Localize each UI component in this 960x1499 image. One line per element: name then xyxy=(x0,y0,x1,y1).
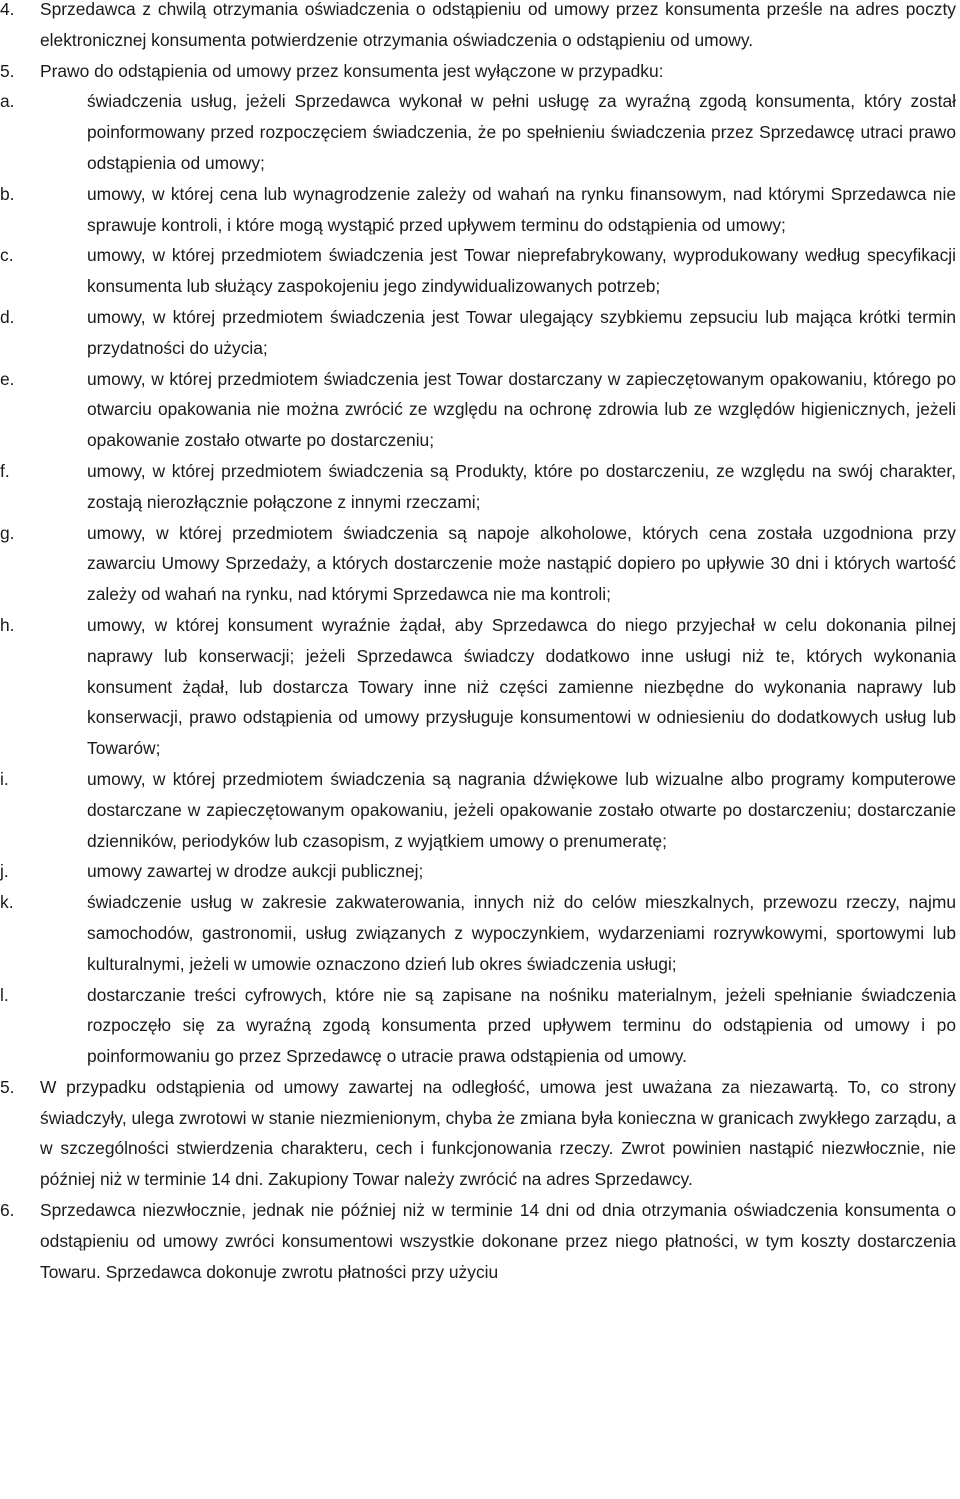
numbered-item-6 xyxy=(0,1195,956,1287)
list-item xyxy=(0,179,956,241)
list-item-text: umowy zawartej w drodze aukcji publicznej; xyxy=(87,861,424,882)
list-item xyxy=(0,518,956,610)
list-item-letter: l. xyxy=(0,984,9,1005)
list-item-letter: g. xyxy=(0,522,15,543)
item-text: Prawo do odstąpienia od umowy przez konsumenta jest wyłączone w przypadku: xyxy=(40,60,664,81)
item-text: W przypadku odstąpienia od umowy zawartej na odległość, umowa jest uważana za niezawartą. To, co strony świadczyły, ulega zwrotowi w stanie niezmienionym, chyba że zmiana była konieczna w granicach zwykłego zarządu, a w szczególności stwierdzenia charakteru, cech i funkcjonowania rzeczy. Zwrot powinien nastąpić niezwłocznie, nie później niż w terminie 14 dni. Zakupiony Towar należy zwrócić na adres Sprzedawcy. xyxy=(40,1076,957,1190)
list-item-letter: k. xyxy=(0,892,14,913)
list-item xyxy=(0,302,956,364)
item-number: 4. xyxy=(0,0,15,19)
list-item-text: umowy, w której przedmiotem świadczenia jest Towar dostarczany w zapieczętowanym opakowaniu, którego po otwarciu opakowania nie można zwrócić ze względu na ochronę zdrowia lub ze względów higienicznych, jeżeli opakowanie zostało otwarte po dostarczeniu; xyxy=(87,368,956,451)
list-item xyxy=(0,856,956,887)
item-number: 5. xyxy=(0,1076,15,1097)
list-item-text: świadczenia usług, jeżeli Sprzedawca wykonał w pełni usługę za wyraźną zgodą konsumenta, który został poinformowany przed rozpoczęciem świadczenia, że po spełnieniu świadczenia przez Sprzedawcę utraci prawo odstąpienia od umowy; xyxy=(87,91,956,173)
list-item xyxy=(0,86,956,178)
list-item-text: umowy, w której cena lub wynagrodzenie zależy od wahań na rynku finansowym, nad którymi Sprzedawca nie sprawuje kontroli, i które mogą wystąpić przed upływem terminu do odstąpienia od umowy; xyxy=(87,183,956,235)
list-item-letter: a. xyxy=(0,91,15,112)
list-item xyxy=(0,980,956,1072)
item-text: Sprzedawca niezwłocznie, jednak nie później niż w terminie 14 dni od dnia otrzymania oświadczenia konsumenta o odstąpieniu od umowy zwróci konsumentowi wszystkie dokonane przez niego płatności, w tym koszty dostarczenia Towaru. Sprzedawca dokonuje zwrotu płatności przy użyciu xyxy=(40,1200,956,1282)
list-item xyxy=(0,610,956,764)
list-item-text: dostarczanie treści cyfrowych, które nie są zapisane na nośniku materialnym, jeżeli spełnianie świadczenia rozpoczęło się za wyraźną zgodą konsumenta przed upływem terminu do odstąpienia od umowy i po poinformowaniu go przez Sprzedawcę o utracie prawa odstąpienia od umowy. xyxy=(87,984,956,1067)
item-number: 6. xyxy=(0,1200,15,1221)
list-item xyxy=(0,364,956,456)
list-item xyxy=(0,764,956,856)
list-item-text: umowy, w której przedmiotem świadczenia są napoje alkoholowe, których cena została uzgodniona przy zawarciu Umowy Sprzedaży, a których dostarczenie może nastąpić dopiero po upływie 30 dni i których wartość zależy od wahań na rynku, nad którymi Sprzedawca nie ma kontroli; xyxy=(87,522,956,605)
list-item xyxy=(0,456,956,518)
list-item-letter: f. xyxy=(0,460,10,481)
list-item-letter: c. xyxy=(0,245,14,266)
list-item xyxy=(0,240,956,302)
numbered-item-5-exclusions xyxy=(0,56,956,87)
list-item-text: umowy, w której przedmiotem świadczenia jest Towar nieprefabrykowany, wyprodukowany według specyfikacji konsumenta lub służący zaspokojeniu jego zindywidualizowanych potrzeb; xyxy=(87,245,956,297)
numbered-item-4 xyxy=(0,0,956,56)
item-number: 5. xyxy=(0,60,15,81)
item-text: Sprzedawca z chwilą otrzymania oświadczenia o odstąpieniu od umowy przez konsumenta prześle na adres poczty elektronicznej konsumenta potwierdzenie otrzymania oświadczenia o odstąpieniu od umowy. xyxy=(40,0,956,50)
list-item-text: umowy, w której przedmiotem świadczenia jest Towar ulegający szybkiemu zepsuciu lub mająca krótki termin przydatności do użycia; xyxy=(87,306,956,358)
exclusions-list xyxy=(0,86,956,1072)
list-item-text: umowy, w której konsument wyraźnie żądał, aby Sprzedawca do niego przyjechał w celu dokonania pilnej naprawy lub konserwacji; jeżeli Sprzedawca świadczy dodatkowo inne usługi niż te, których wykonania konsument żądał, lub dostarcza Towary inne niż części zamienne niezbędne do wykonania naprawy lub konserwacji, prawo odstąpienia od umowy przysługuje konsumentowi w odniesieniu do dodatkowych usług lub Towarów; xyxy=(87,614,956,759)
list-item-letter: e. xyxy=(0,368,15,389)
list-item-letter: b. xyxy=(0,183,15,204)
list-item-letter: h. xyxy=(0,614,15,635)
list-item-letter: i. xyxy=(0,768,9,789)
list-item-text: umowy, w której przedmiotem świadczenia są nagrania dźwiękowe lub wizualne albo programy komputerowe dostarczane w zapieczętowanym opakowaniu, jeżeli opakowanie zostało otwarte po dostarczeniu; dostarczanie dzienników, periodyków lub czasopism, z wyjątkiem umowy o prenumeratę; xyxy=(87,768,956,851)
list-item-letter: d. xyxy=(0,306,15,327)
list-item-text: świadczenie usług w zakresie zakwaterowania, innych niż do celów mieszkalnych, przewozu rzeczy, najmu samochodów, gastronomii, usług związanych z wypoczynkiem, wydarzeniami rozrywkowymi, sportowymi lub kulturalnymi, jeżeli w umowie oznaczono dzień lub okres świadczenia usługi; xyxy=(87,892,956,974)
list-item xyxy=(0,887,956,979)
list-item-letter: j. xyxy=(0,861,9,882)
list-item-text: umowy, w której przedmiotem świadczenia są Produkty, które po dostarczeniu, ze względu na swój charakter, zostają nierozłącznie połączone z innymi rzeczami; xyxy=(87,460,956,512)
numbered-item-5-effects xyxy=(0,1072,956,1195)
